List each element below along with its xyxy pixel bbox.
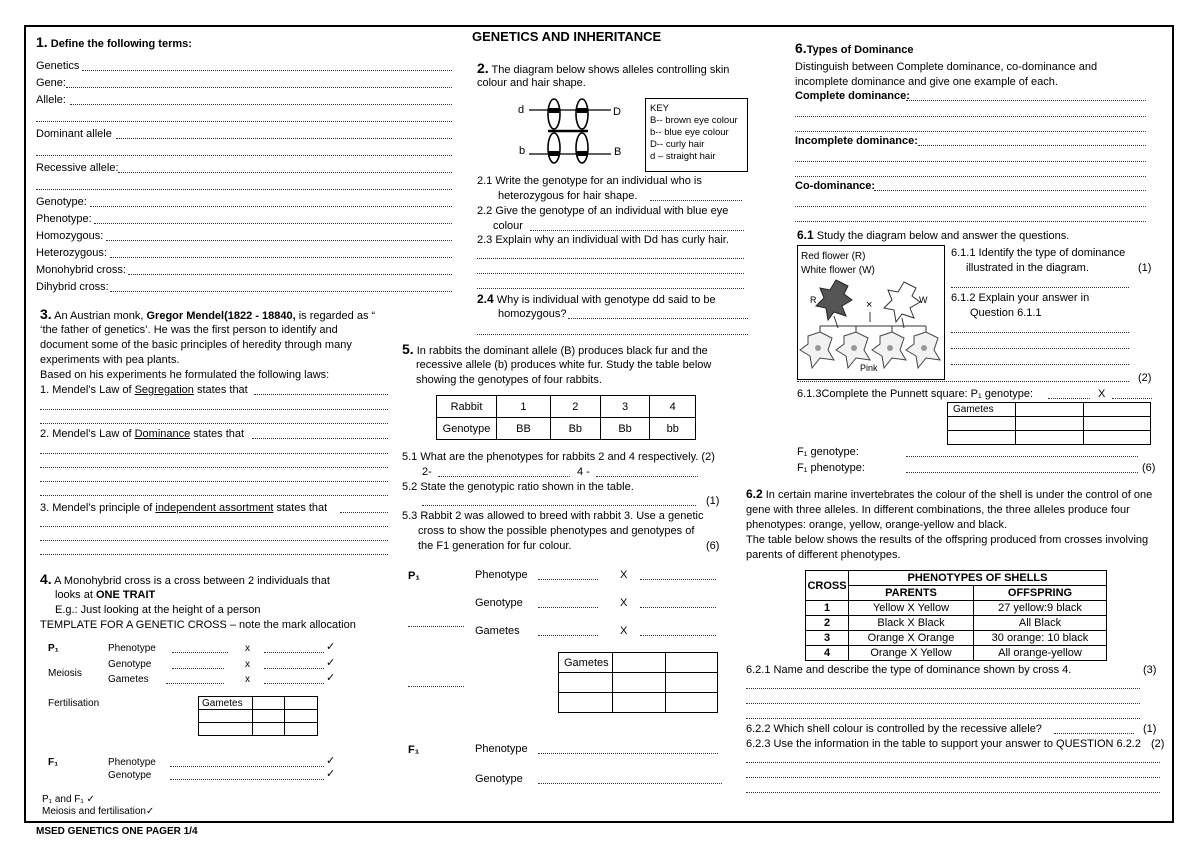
allele-d: d	[518, 104, 525, 116]
answer-line[interactable]	[874, 190, 1146, 191]
answer-line[interactable]	[795, 131, 1146, 132]
q6-number: 6.	[795, 40, 807, 56]
mendel-name: Gregor Mendel(1822 - 18840,	[146, 310, 296, 322]
law-3: states that	[276, 502, 328, 514]
svg-text:×: ×	[866, 299, 873, 311]
template-line	[264, 683, 324, 684]
answer-line[interactable]	[90, 206, 452, 207]
cross-genotype-label: Genotype	[475, 597, 523, 609]
q4-template-heading: TEMPLATE FOR A GENETIC CROSS – note the mark allocation	[40, 619, 356, 631]
q3-text: An Austrian monk,	[54, 310, 144, 322]
rabbit-table-header: Rabbit	[437, 396, 497, 418]
punnett-cell[interactable]	[285, 697, 318, 710]
cross-x: X	[620, 597, 628, 609]
template-phenotype: Phenotype	[108, 757, 156, 768]
template-gametes: Gametes	[108, 674, 149, 685]
law-independent-assortment: independent assortment	[155, 502, 274, 514]
answer-line[interactable]	[746, 792, 1160, 793]
q5-3: cross to show the possible phenotypes and genotypes of	[418, 525, 695, 537]
shell-table-cell: 30 orange: 10 black	[974, 631, 1107, 646]
answer-line[interactable]	[36, 189, 452, 190]
rabbit-table-cell: BB	[497, 418, 551, 440]
term-heterozygous: Heterozygous:	[36, 247, 107, 259]
q6-2-text: parents of different phenotypes.	[746, 549, 901, 561]
term-phenotype: Phenotype:	[36, 213, 92, 225]
term-recessive-allele: Recessive allele:	[36, 162, 119, 174]
allele-B: B	[614, 146, 622, 158]
punnett-cell[interactable]	[1016, 417, 1084, 431]
q3-text: ‘the father of genetics’. He was the first person to identify and	[40, 324, 338, 336]
answer-line[interactable]	[116, 138, 452, 139]
cross-x: X	[620, 625, 628, 637]
template-genotype: Genotype	[108, 770, 152, 781]
cross-x: X	[620, 569, 628, 581]
q5-1-answer-label: 2-	[422, 466, 432, 478]
shell-table-cell: 27 yellow:9 black	[974, 601, 1107, 616]
answer-line[interactable]	[40, 409, 388, 410]
term-allele: Allele:	[36, 94, 66, 106]
answer-line[interactable]	[795, 176, 1146, 177]
shell-table-cell: 1	[806, 601, 849, 616]
key-title: KEY	[650, 103, 670, 114]
q2-4: Why is individual with genotype dd said to be	[496, 294, 716, 306]
cross-x: X	[1098, 388, 1106, 400]
tick-icon: ✓	[326, 755, 336, 767]
q6-2-text: In certain marine invertebrates the colour of the shell is under the control of one	[765, 489, 1153, 501]
mark-allocation: (2)	[1138, 372, 1152, 384]
q2-4: homozygous?	[498, 308, 567, 320]
parent-w-label: W	[919, 295, 928, 305]
q2-text: colour and hair shape.	[477, 77, 586, 89]
answer-line[interactable]	[477, 273, 744, 274]
q5-3: the F1 generation for fur colour.	[418, 540, 572, 552]
template-mark-p1-f1: P₁ and F₁ ✓	[42, 794, 95, 805]
q3-text: Based on his experiments he formulated the following laws:	[40, 369, 330, 381]
q5-punnett-square	[558, 652, 718, 713]
answer-line[interactable]	[951, 287, 1129, 288]
punnett-cell[interactable]	[199, 710, 253, 723]
answer-line[interactable]	[128, 274, 452, 275]
answer-line[interactable]	[340, 512, 388, 513]
punnett-cell[interactable]	[665, 653, 718, 673]
answer-line[interactable]	[106, 240, 452, 241]
answer-line[interactable]	[118, 172, 452, 173]
punnett-cell[interactable]	[252, 710, 285, 723]
rabbit-table-cell: Bb	[550, 418, 600, 440]
rabbit-table	[436, 395, 696, 440]
law-segregation: Segregation	[134, 384, 194, 396]
punnett-cell[interactable]	[285, 710, 318, 723]
q4-number: 4.	[40, 571, 52, 587]
answer-line[interactable]	[94, 223, 452, 224]
q6-1-1: 6.1.1 Identify the type of dominance	[951, 247, 1126, 259]
answer-line[interactable]	[906, 472, 1138, 473]
punnett-cell[interactable]	[1083, 431, 1151, 445]
shell-table-cross-header: CROSS	[806, 571, 849, 601]
answer-line[interactable]	[40, 467, 388, 468]
q6-1-2: 6.1.2 Explain your answer in	[951, 292, 1090, 304]
shell-table-cell: All Black	[974, 616, 1107, 631]
q6-2-3: 6.2.3 Use the information in the table to support your answer to QUESTION 6.2.2	[746, 738, 1141, 750]
answer-line[interactable]	[438, 476, 570, 477]
answer-line[interactable]	[36, 155, 452, 156]
answer-line[interactable]	[252, 438, 388, 439]
punnett-cell[interactable]	[559, 693, 613, 713]
answer-line[interactable]	[40, 526, 388, 527]
answer-line[interactable]	[596, 476, 698, 477]
complete-dominance-label: Complete dominance:	[795, 90, 910, 102]
shell-table-cell: 3	[806, 631, 849, 646]
answer-line[interactable]	[530, 230, 744, 231]
key-item: b-- blue eye colour	[650, 127, 729, 138]
q6-text: Distinguish between Complete dominance, co-dominance and	[795, 61, 1098, 73]
answer-line[interactable]	[40, 540, 388, 541]
template-line	[166, 683, 224, 684]
allele-b: b	[519, 145, 526, 157]
law-dominance: Dominance	[134, 428, 191, 440]
q6-1-number: 6.1	[797, 228, 814, 242]
template-punnett-square	[198, 696, 318, 736]
red-flower-label: Red flower (R)	[801, 251, 866, 262]
shell-table-cell: Orange X Orange	[849, 631, 974, 646]
q6-punnett-square	[947, 402, 1151, 445]
q4-text: A Monohybrid cross is a cross between 2 individuals that	[54, 575, 330, 587]
answer-line[interactable]	[36, 121, 452, 122]
q2-3: 2.3 Explain why an individual with Dd has curly hair.	[477, 234, 729, 246]
template-line	[264, 668, 324, 669]
page-footer: MSED GENETICS ONE PAGER 1/4	[36, 826, 198, 837]
q4-example: E.g.: Just looking at the height of a person	[55, 604, 261, 616]
term-gene: Gene:	[36, 77, 66, 89]
law-3: 3. Mendel’s principle of	[40, 502, 153, 514]
punnett-cell[interactable]	[285, 723, 318, 736]
q2-2: colour	[493, 220, 523, 232]
red-flower-icon	[816, 280, 852, 328]
answer-line[interactable]	[477, 334, 748, 335]
q2-1: 2.1 Write the genotype for an individual who is	[477, 175, 702, 187]
answer-line[interactable]	[906, 100, 1146, 101]
q5-1: 5.1 What are the phenotypes for rabbits 2 and 4 respectively. (2)	[402, 451, 715, 463]
answer-line[interactable]	[951, 364, 1129, 365]
pink-label: Pink	[860, 363, 878, 373]
answer-line[interactable]	[795, 221, 1146, 222]
rabbit-table-header: Genotype	[437, 418, 497, 440]
answer-line[interactable]	[640, 579, 716, 580]
q5-text: showing the genotypes of four rabbits.	[416, 374, 602, 386]
f1-phenotype-label: F₁ phenotype:	[797, 462, 865, 474]
answer-line[interactable]	[795, 206, 1146, 207]
template-x: x	[245, 659, 250, 670]
punnett-cell[interactable]	[559, 673, 613, 693]
mark-allocation: (3)	[1143, 664, 1157, 676]
answer-line[interactable]	[408, 626, 464, 627]
term-monohybrid: Monohybrid cross:	[36, 264, 126, 276]
rabbit-table-cell: 1	[497, 396, 551, 418]
template-line	[172, 652, 228, 653]
template-x: x	[245, 643, 250, 654]
shell-phenotype-table	[805, 570, 1107, 661]
mark-allocation: (1)	[1143, 723, 1157, 735]
q5-2: 5.2 State the genotypic ratio shown in the table.	[402, 481, 634, 493]
q3-number: 3.	[40, 306, 52, 322]
law-1: 1. Mendel’s Law of	[40, 384, 132, 396]
answer-line[interactable]	[40, 554, 388, 555]
cross-phenotype-label: Phenotype	[475, 569, 528, 581]
q6-2-number: 6.2	[746, 487, 763, 501]
law-2: 2. Mendel’s Law of	[40, 428, 132, 440]
punnett-cell[interactable]	[613, 673, 666, 693]
template-fertilisation: Fertilisation	[48, 698, 100, 709]
answer-line[interactable]	[795, 161, 1146, 162]
answer-line[interactable]	[1054, 733, 1134, 734]
rabbit-table-cell: bb	[650, 418, 696, 440]
answer-line[interactable]	[40, 453, 388, 454]
answer-line[interactable]	[70, 104, 452, 105]
answer-line[interactable]	[538, 579, 598, 580]
q2-4-number: 2.4	[477, 292, 494, 306]
q3-text: experiments with pea plants.	[40, 354, 180, 366]
answer-line[interactable]	[797, 381, 1129, 382]
answer-line[interactable]	[422, 505, 696, 506]
answer-line[interactable]	[110, 257, 452, 258]
key-item: D-- curly hair	[650, 139, 705, 150]
mark-allocation: (1)	[1138, 262, 1152, 274]
template-mark-meiosis: Meiosis and fertilisation✓	[42, 806, 155, 817]
template-line	[170, 779, 324, 780]
answer-line[interactable]	[640, 635, 716, 636]
q6-1-2: Question 6.1.1	[970, 307, 1042, 319]
incomplete-dominance-label: Incomplete dominance:	[795, 135, 918, 147]
shell-table-cell: Yellow X Yellow	[849, 601, 974, 616]
answer-line[interactable]	[538, 635, 598, 636]
q6-2-text: The table below shows the results of the offspring produced from crosses involving	[746, 534, 1149, 546]
template-phenotype: Phenotype	[108, 643, 156, 654]
page-title: GENETICS AND INHERITANCE	[472, 29, 662, 44]
punnett-cell[interactable]	[252, 723, 285, 736]
cross-gametes-label: Gametes	[475, 625, 520, 637]
answer-line[interactable]	[66, 87, 452, 88]
tick-icon: ✓	[326, 672, 336, 684]
punnett-cell[interactable]	[948, 431, 1016, 445]
term-dominant-allele: Dominant allele	[36, 128, 112, 140]
q3-text: is regarded as “	[298, 310, 376, 322]
template-f1: F₁	[48, 757, 59, 768]
answer-line[interactable]	[951, 348, 1129, 349]
answer-line[interactable]	[650, 200, 742, 201]
key-item: B-- brown eye colour	[650, 115, 738, 126]
punnett-cell[interactable]	[613, 693, 666, 713]
shell-table-cell: 2	[806, 616, 849, 631]
shell-table-header: PHENOTYPES OF SHELLS	[849, 571, 1107, 586]
tick-icon: ✓	[326, 641, 336, 653]
template-x: x	[245, 674, 250, 685]
q6-1-1: illustrated in the diagram.	[966, 262, 1089, 274]
term-dihybrid: Dihybrid cross:	[36, 281, 109, 293]
q1-heading: Define the following terms:	[50, 38, 192, 50]
tick-icon: ✓	[326, 768, 336, 780]
answer-line[interactable]	[110, 291, 452, 292]
cross-f1: F₁	[408, 744, 420, 756]
rabbit-table-cell: 4	[650, 396, 696, 418]
answer-line[interactable]	[254, 394, 388, 395]
tick-icon: ✓	[326, 657, 336, 669]
punnett-cell[interactable]	[252, 697, 285, 710]
white-flower-icon	[884, 282, 920, 328]
one-trait: ONE TRAIT	[95, 589, 156, 601]
q3-text: document some of the basic principles of heredity through many	[40, 339, 352, 351]
q6-heading: Types of Dominance	[806, 44, 914, 56]
answer-line[interactable]	[746, 718, 1140, 719]
answer-line[interactable]	[795, 116, 1146, 117]
rabbit-table-cell: 2	[550, 396, 600, 418]
template-meiosis: Meiosis	[48, 668, 82, 679]
punnett-gametes-label: Gametes	[559, 653, 613, 673]
q6-text: incomplete dominance and give one example of each.	[795, 76, 1058, 88]
punnett-cell[interactable]	[1016, 403, 1084, 417]
q2-1: heterozygous for hair shape.	[498, 190, 638, 202]
shell-table-cell: All orange-yellow	[974, 646, 1107, 661]
answer-line[interactable]	[408, 686, 464, 687]
punnett-cell[interactable]	[665, 673, 718, 693]
answer-line[interactable]	[1048, 398, 1090, 399]
answer-line[interactable]	[640, 607, 716, 608]
q6-1-text: Study the diagram below and answer the questions.	[816, 230, 1070, 242]
answer-line[interactable]	[40, 481, 388, 482]
term-genotype: Genotype:	[36, 196, 87, 208]
answer-line[interactable]	[746, 703, 1140, 704]
term-genetics: Genetics	[36, 60, 80, 72]
punnett-cell[interactable]	[1016, 431, 1084, 445]
punnett-cell[interactable]	[199, 723, 253, 736]
q5-text: recessive allele (b) produces white fur. Study the table below	[416, 359, 712, 371]
answer-line[interactable]	[538, 753, 718, 754]
cross-genotype-label: Genotype	[475, 773, 523, 785]
punnett-cell[interactable]	[665, 693, 718, 713]
template-line	[170, 766, 324, 767]
white-flower-label: White flower (W)	[801, 265, 875, 276]
cross-p1: P₁	[408, 570, 420, 582]
shell-table-parents-header: PARENTS	[849, 586, 974, 601]
term-homozygous: Homozygous:	[36, 230, 104, 242]
parent-r-label: R	[810, 295, 817, 305]
q6-2-text: phenotypes: orange, yellow, orange-yellow and black.	[746, 519, 1008, 531]
answer-line[interactable]	[82, 70, 452, 71]
answer-line[interactable]	[746, 777, 1160, 778]
answer-line[interactable]	[40, 495, 388, 496]
q6-2-1: 6.2.1 Name and describe the type of dominance shown by cross 4.	[746, 664, 1072, 676]
template-line	[172, 668, 224, 669]
template-genotype: Genotype	[108, 659, 152, 670]
template-p1: P₁	[48, 643, 59, 654]
q4-text: looks at	[55, 589, 93, 601]
answer-line[interactable]	[538, 783, 722, 784]
punnett-gametes-label: Gametes	[199, 697, 253, 710]
q5-text: In rabbits the dominant allele (B) produces black fur and the	[416, 345, 708, 357]
punnett-gametes-label: Gametes	[948, 403, 1016, 417]
allele-D: D	[613, 106, 621, 118]
template-line	[264, 652, 324, 653]
shell-table-cell: Black X Black	[849, 616, 974, 631]
q6-2-text: gene with three alleles. In different combinations, the three alleles produce four	[746, 504, 1130, 516]
mark-allocation: (6)	[706, 540, 720, 552]
co-dominance-label: Co-dominance:	[795, 180, 876, 192]
law-2: states that	[193, 428, 245, 440]
q2-number: 2.	[477, 60, 489, 76]
punnett-cell[interactable]	[1083, 403, 1151, 417]
answer-line[interactable]	[1112, 398, 1152, 399]
q2-2: 2.2 Give the genotype of an individual with blue eye	[477, 205, 729, 217]
answer-line[interactable]	[40, 423, 388, 424]
rabbit-table-cell: 3	[600, 396, 650, 418]
answer-line[interactable]	[746, 688, 1140, 689]
q5-number: 5.	[402, 341, 414, 357]
punnett-cell[interactable]	[1083, 417, 1151, 431]
q5-3: 5.3 Rabbit 2 was allowed to breed with rabbit 3. Use a genetic	[402, 510, 704, 522]
shell-table-offspring-header: OFFSPRING	[974, 586, 1107, 601]
answer-line[interactable]	[951, 332, 1129, 333]
answer-line[interactable]	[568, 318, 748, 319]
q6-1-3: 6.1.3Complete the Punnett square: P₁ genotype:	[797, 388, 1034, 400]
cross-phenotype-label: Phenotype	[475, 743, 528, 755]
q2-text: The diagram below shows alleles controlling skin	[491, 64, 730, 76]
law-1: states that	[196, 384, 248, 396]
shell-table-cell: Orange X Yellow	[849, 646, 974, 661]
answer-line[interactable]	[906, 456, 1138, 457]
answer-line[interactable]	[918, 145, 1146, 146]
answer-line[interactable]	[477, 288, 744, 289]
answer-line[interactable]	[746, 762, 1160, 763]
q6-2-2: 6.2.2 Which shell colour is controlled by the recessive allele?	[746, 723, 1042, 735]
answer-line[interactable]	[477, 258, 744, 259]
key-item: d – straight hair	[650, 151, 716, 162]
q1-number: 1.	[36, 34, 48, 50]
mark-allocation: (1)	[706, 495, 720, 507]
f1-genotype-label: F₁ genotype:	[797, 446, 859, 458]
mark-allocation: (2)	[1151, 738, 1165, 750]
punnett-cell[interactable]	[613, 653, 666, 673]
shell-table-cell: 4	[806, 646, 849, 661]
mark-allocation: (6)	[1142, 462, 1156, 474]
punnett-cell[interactable]	[948, 417, 1016, 431]
q5-1-answer-label: 4 -	[577, 466, 590, 478]
answer-line[interactable]	[538, 607, 598, 608]
rabbit-table-cell: Bb	[600, 418, 650, 440]
